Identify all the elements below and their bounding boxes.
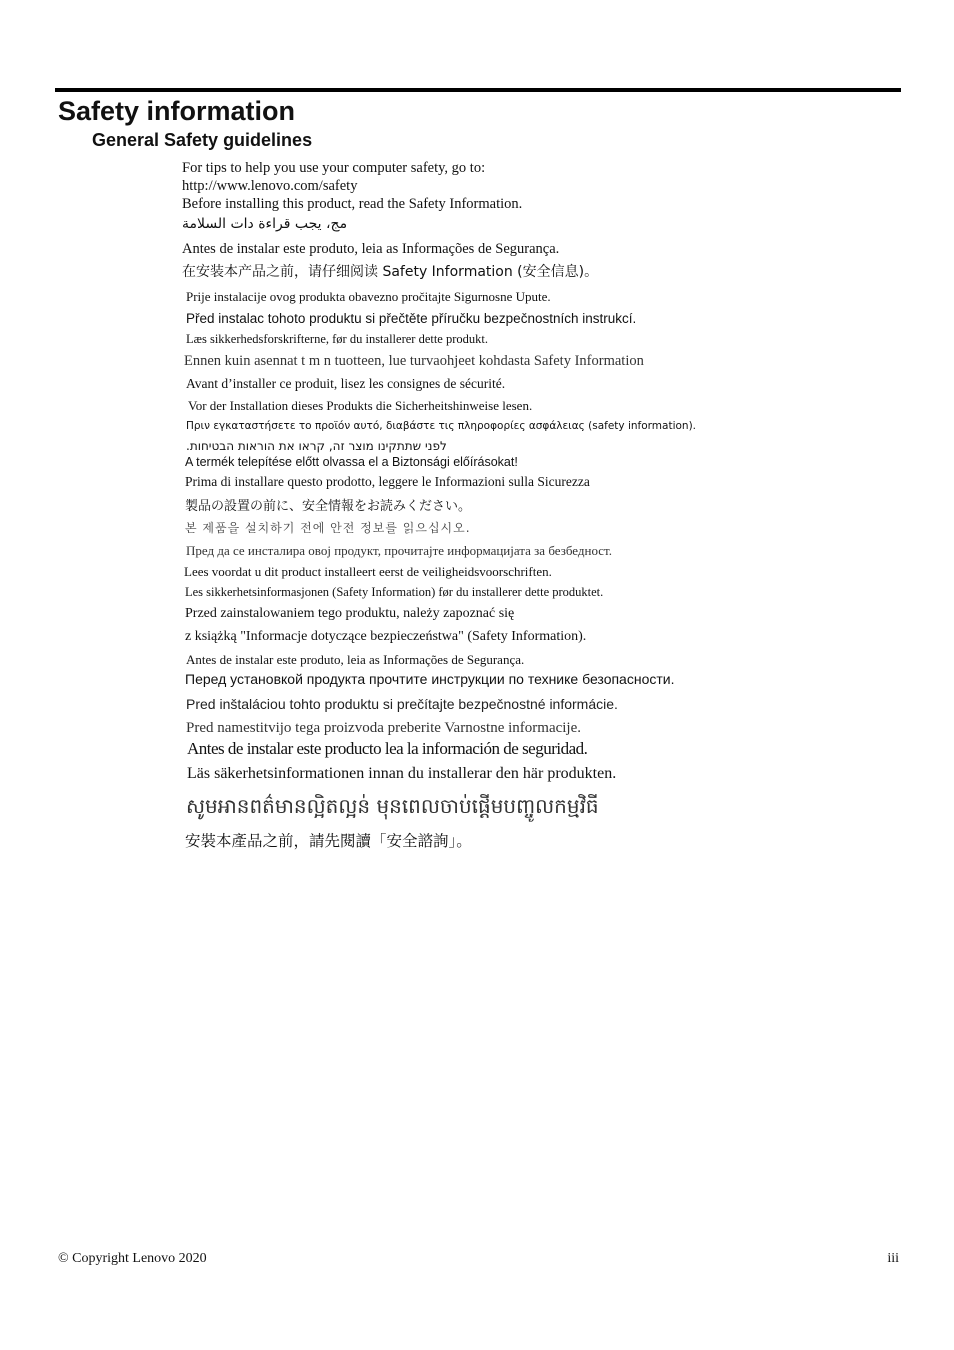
line-finnish: Ennen kuin asennat t m n tuotteen, lue turvaohjeet kohdasta Safety Information bbox=[184, 353, 644, 369]
line-portuguese-br: Antes de instalar este produto, leia as Informações de Segurança. bbox=[182, 241, 560, 257]
line-italian: Prima di installare questo prodotto, leggere le Informazioni sulla Sicurezza bbox=[185, 474, 590, 489]
page-number: iii bbox=[887, 1251, 899, 1266]
line-swedish: Läs säkerhetsinformationen innan du installerar den här produkten. bbox=[187, 765, 617, 782]
line-korean: 본 제품을 설치하기 전에 안전 정보를 읽으십시오. bbox=[185, 521, 471, 535]
line-macedonian: Пред да се инсталира овој продукт, прочитајте информацијата за безбедност. bbox=[186, 543, 612, 558]
line-portuguese-pt: Antes de instalar este produto, leia as Informações de Segurança. bbox=[186, 652, 525, 667]
top-rule bbox=[55, 88, 901, 92]
intro-line-before: Before installing this product, read the Safety Information. bbox=[182, 196, 523, 212]
line-slovak: Pred inštaláciou tohto produktu si prečítajte bezpečnostné informácie. bbox=[186, 696, 618, 712]
intro-line-tips: For tips to help you use your computer safety, go to: bbox=[182, 160, 486, 176]
line-norwegian: Les sikkerhetsinformasjonen (Safety Information) før du installerer dette produktet. bbox=[185, 585, 604, 599]
line-croatian: Prije instalacije ovog produkta obavezno pročitajte Sigurnosne Upute. bbox=[186, 289, 551, 304]
section-title: General Safety guidelines bbox=[92, 130, 313, 150]
line-khmer: សូមអានពត៌មានល្អិតល្អន់ មុនពេលចាប់ផ្តើមបញ្ចូលកម្មវិធី bbox=[186, 794, 599, 818]
line-spanish: Antes de instalar este producto lea la información de seguridad. bbox=[187, 739, 588, 758]
line-slovenian: Pred namestitvijo tega proizvoda preberite Varnostne informacije. bbox=[186, 720, 582, 736]
page-title: Safety information bbox=[58, 96, 296, 126]
line-arabic: مج، يجب قراءة دات السلامة bbox=[182, 216, 348, 232]
line-polish-2: z książką "Informacje dotyczące bezpieczeństwa" (Safety Information). bbox=[185, 629, 587, 644]
line-chinese-simplified: 在安装本产品之前，请仔细阅读 Safety Information (安全信息)。 bbox=[182, 264, 599, 280]
line-hungarian: A termék telepítése előtt olvassa el a Biztonsági előírásokat! bbox=[185, 455, 518, 469]
line-french: Avant d’installer ce produit, lisez les consignes de sécurité. bbox=[186, 376, 506, 391]
line-czech: Před instalac tohoto produktu si přečtěte příručku bezpečnostních instrukcí. bbox=[186, 311, 637, 326]
line-dutch: Lees voordat u dit product installeert eerst de veiligheidsvoorschriften. bbox=[184, 564, 552, 579]
line-polish-1: Przed zainstalowaniem tego produktu, należy zapoznać się bbox=[185, 606, 515, 621]
line-chinese-traditional: 安裝本產品之前，請先閱讀「安全諮詢」。 bbox=[185, 832, 472, 850]
line-russian: Перед установкой продукта прочтите инструкции по технике безопасности. bbox=[185, 671, 675, 687]
line-danish: Læs sikkerhedsforskrifterne, før du installerer dette produkt. bbox=[186, 332, 488, 346]
line-hebrew: לפני שתתקינו מוצר זה, קראו את הוראות הבטיחות. bbox=[186, 439, 447, 453]
line-german: Vor der Installation dieses Produkts die Sicherheitshinweise lesen. bbox=[188, 398, 533, 413]
line-greek: Πριν εγκαταστήσετε το προϊόν αυτό, διαβάστε τις πληροφορίες ασφάλειας (safety information). bbox=[186, 420, 697, 432]
line-japanese: 製品の設置の前に、安全情報をお読みください。 bbox=[185, 499, 472, 514]
intro-line-url: http://www.lenovo.com/safety bbox=[182, 178, 358, 194]
copyright-text: © Copyright Lenovo 2020 bbox=[58, 1251, 207, 1266]
